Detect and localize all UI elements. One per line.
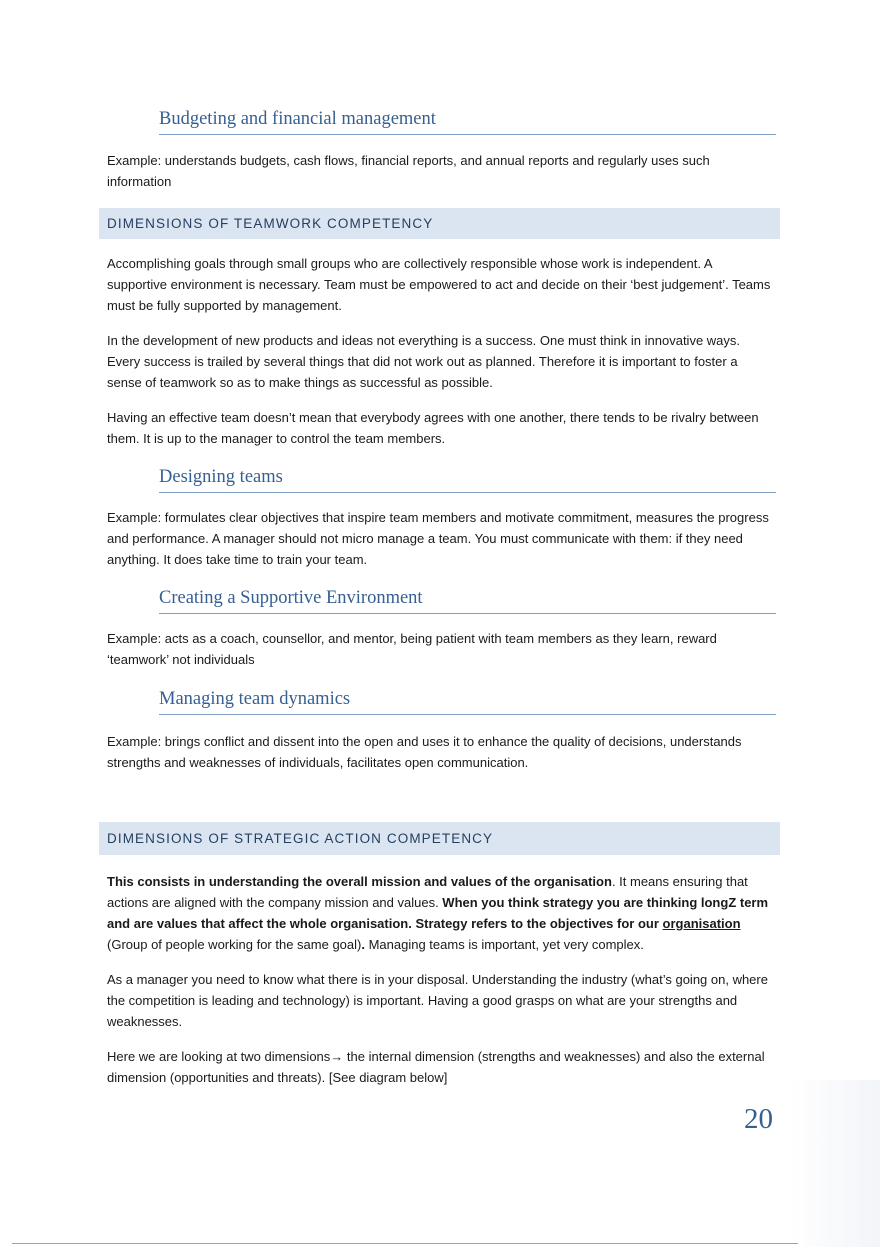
strategic-text-2: (Group of people working for the same goal) <box>107 937 362 952</box>
footer-rule <box>12 1243 798 1244</box>
strategic-bold-3: . <box>361 937 365 952</box>
teamwork-section-band: DIMENSIONS OF TEAMWORK COMPETENCY <box>99 208 780 239</box>
strategic-para-2: As a manager you need to know what there is in your disposal. Understanding the industry (what’s going on, where the competition is leading and technology) is important. Having a good grasps on what are your strengths and weaknesses. <box>107 972 768 1029</box>
teamwork-para-1: Accomplishing goals through small groups who are collectively responsible whose work is independent. A supportive environment is necessary. Team must be empowered to act and decide on their ‘best judgement’. Teams must be fully supported by management. <box>107 256 771 313</box>
strategic-bold-lead: This consists in understanding the overall mission and values of the organisation <box>107 874 612 889</box>
strategic-p3-text-2: the internal dimension (strengths and weaknesses) and also the external dimension (opportunities and threats). [See diagram below] <box>107 1049 765 1085</box>
budgeting-example: Example: understands budgets, cash flows, financial reports, and annual reports and regularly uses such information <box>107 153 710 189</box>
teamwork-para-2: In the development of new products and ideas not everything is a success. One must think in innovative ways. Every success is trailed by several things that did not work out as planned. Therefore it is important to foster a sense of teamwork so as to make things as successful as possible. <box>107 333 741 390</box>
strategic-para-1 <box>107 871 775 955</box>
strategic-bold-2: When you think strategy you are thinking longZ term and are values that affect the whole organisation. Strategy refers to the objectives for our <box>107 895 769 931</box>
strategic-section-band: DIMENSIONS OF STRATEGIC ACTION COMPETENCY <box>99 822 780 855</box>
strategic-text-1: . It means ensuring that actions are aligned with the company mission and values. <box>107 874 748 910</box>
organisation-underlined: organisation <box>662 916 741 931</box>
supportive-environment-example: Example: acts as a coach, counsellor, and mentor, being patient with team members as they learn, reward ‘teamwork’ not individuals <box>107 631 717 667</box>
strategic-p3-text-1: Here we are looking at two dimensions <box>107 1049 331 1064</box>
designing-teams-heading: Designing teams <box>159 466 776 493</box>
budgeting-heading: Budgeting and financial management <box>159 108 776 135</box>
team-dynamics-heading: Managing team dynamics <box>159 688 776 715</box>
strategic-text-3: Managing teams is important, yet very complex. <box>364 937 644 952</box>
teamwork-para-3: Having an effective team doesn’t mean that everybody agrees with one another, there tends to be rivalry between them. It is up to the manager to control the team members. <box>107 410 759 446</box>
strategic-para-3 <box>107 1046 775 1088</box>
page-number: 20 <box>744 1103 773 1135</box>
team-dynamics-example: Example: brings conflict and dissent into the open and uses it to enhance the quality of decisions, understands strengths and weaknesses of individuals, facilitates open communication. <box>107 734 742 770</box>
arrow-right-icon: → <box>330 1049 344 1064</box>
designing-teams-example: Example: formulates clear objectives that inspire team members and motivate commitment, measures the progress and performance. A manager should not micro manage a team. You must communicate with them: if they need anything. It does take time to train your team. <box>107 510 769 567</box>
supportive-environment-heading: Creating a Supportive Environment <box>159 587 776 614</box>
page-corner-shade <box>790 1080 880 1247</box>
